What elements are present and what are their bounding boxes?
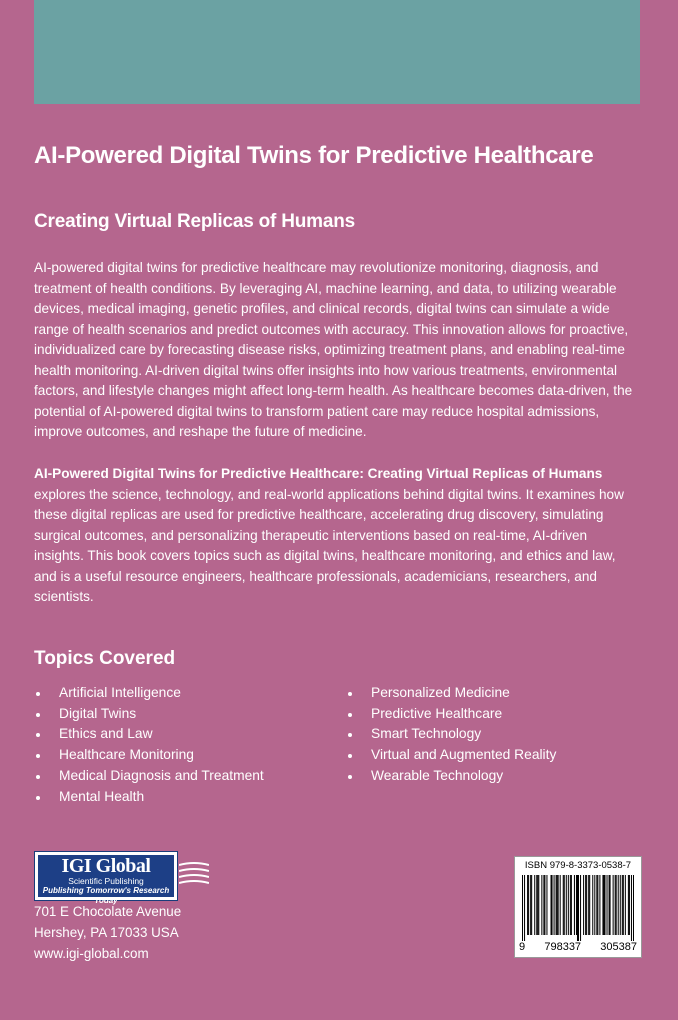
barcode-bar <box>609 875 610 935</box>
description-paragraph-1: AI-powered digital twins for predictive healthcare may revolutionize monitoring, diagnosis, and treatment of health conditions. By leveraging AI, machine learning, and data, to utilizing wearable devices, medical imaging, genetic profiles, and clinical records, digital twins can simulate a wide range of health scenarios and predict outcomes with accuracy. This innovation allows for proactive, individualized care by forecasting disease risks, optimizing treatment plans, and enabling real-time health monitoring. AI-driven digital twins offer insights into how various treatments, environmental factors, and lifestyle changes might affect long-term health. As healthcare becomes data-driven, the potential of AI-powered digital twins to transform patient care may reduce hospital admissions, improve outcomes, and reshape the future of medicine. <box>34 260 633 439</box>
barcode-digits <box>515 941 641 954</box>
barcode-bar <box>631 875 632 941</box>
barcode-bar <box>596 875 597 935</box>
topic-item: Smart Technology <box>346 724 556 745</box>
topic-item: Predictive Healthcare <box>346 704 556 725</box>
isbn-barcode <box>514 856 642 958</box>
barcode-bar <box>620 875 621 935</box>
logo-name: IGI Global <box>61 855 151 877</box>
barcode-bar <box>530 875 531 935</box>
barcode-bar <box>524 875 525 941</box>
barcode-bar <box>571 875 572 935</box>
book-title-inline: AI-Powered Digital Twins for Predictive Healthcare: Creating Virtual Replicas of Humans <box>34 466 603 481</box>
barcode-bar <box>552 875 553 935</box>
barcode-bar <box>610 875 611 935</box>
logo-tagline-2: Publishing Tomorrow's Research Today <box>42 886 170 905</box>
barcode-bar <box>616 875 617 935</box>
barcode-bar <box>543 875 544 935</box>
publisher-website[interactable]: www.igi-global.com <box>34 946 149 961</box>
barcode-bar <box>528 875 529 935</box>
barcode-bar <box>563 875 564 935</box>
barcode-right-group: 305387 <box>600 941 637 953</box>
barcode-bar <box>560 875 561 935</box>
barcode-bar <box>589 875 590 935</box>
barcode-bar <box>551 875 552 935</box>
barcode-bar <box>578 875 579 941</box>
publisher-address-line-2: Hershey, PA 17033 USA <box>34 925 179 940</box>
topic-item: Personalized Medicine <box>346 683 556 704</box>
barcode-bar <box>576 875 577 935</box>
topics-heading: Topics Covered <box>34 648 176 669</box>
barcode-bar <box>592 875 593 935</box>
isbn-label: ISBN 979-8-3373-0538-7 <box>524 860 632 871</box>
barcode-bar <box>538 875 539 935</box>
barcode-bar <box>588 875 589 935</box>
barcode-bar <box>597 875 598 935</box>
book-subtitle: Creating Virtual Replicas of Humans <box>34 211 356 232</box>
barcode-bar <box>536 875 537 935</box>
topic-item: Artificial Intelligence <box>34 683 264 704</box>
barcode-bar <box>603 875 604 935</box>
barcode-bar <box>566 875 567 935</box>
barcode-bar <box>585 875 586 935</box>
barcode-bar <box>622 875 623 935</box>
barcode-bar <box>546 875 547 935</box>
barcode-bar <box>522 875 523 941</box>
barcode-bar <box>558 875 559 935</box>
barcode-bar <box>607 875 608 935</box>
topic-item: Ethics and Law <box>34 724 264 745</box>
barcode-bar <box>623 875 624 935</box>
barcode-bar <box>556 875 557 935</box>
topic-item: Digital Twins <box>34 704 264 725</box>
barcode-bar <box>580 875 581 941</box>
barcode-icon <box>522 875 634 941</box>
barcode-bar <box>534 875 535 935</box>
barcode-bar <box>625 875 626 935</box>
barcode-bar <box>586 875 587 935</box>
description-paragraph-2-text: explores the science, technology, and real-world applications behind digital twins. It examines how these digital replicas are used for predictive healthcare, accelerating drug discovery, simulating surgical outcomes, and personalizing therapeutic interventions based on real-time, AI-driven insights. This book covers topics such as digital twins, healthcare monitoring, and ethics and law, and is a useful resource engineers, healthcare professionals, academicians, researchers, and scientists. <box>34 486 624 604</box>
topics-list-left <box>34 683 264 807</box>
logo-inner <box>38 855 174 905</box>
book-title: AI-Powered Digital Twins for Predictive Healthcare <box>34 142 594 169</box>
barcode-bar <box>531 875 532 935</box>
publisher-address-line-1: 701 E Chocolate Avenue <box>34 904 182 919</box>
logo-tagline-1: Scientific Publishing <box>68 876 144 886</box>
barcode-bar <box>554 875 555 935</box>
logo-stripes-icon <box>179 861 209 889</box>
barcode-bar <box>527 875 528 935</box>
top-color-band <box>34 0 640 104</box>
barcode-bar <box>577 875 578 941</box>
topic-item: Medical Diagnosis and Treatment <box>34 766 264 787</box>
barcode-bar <box>602 875 603 935</box>
description-paragraph-2 <box>34 464 640 608</box>
barcode-bar <box>537 875 538 935</box>
barcode-bar <box>599 875 600 935</box>
barcode-bar <box>564 875 565 935</box>
topic-item: Healthcare Monitoring <box>34 745 264 766</box>
barcode-left-group: 798337 <box>544 941 582 953</box>
barcode-bar <box>570 875 571 935</box>
barcode-bar <box>633 875 634 941</box>
barcode-bar <box>574 875 575 935</box>
barcode-first-digit: 9 <box>519 941 526 953</box>
barcode-bar <box>613 875 614 935</box>
barcode-bar <box>568 875 569 935</box>
barcode-bar <box>594 875 595 935</box>
topics-list-right <box>346 683 556 787</box>
topic-item: Virtual and Augmented Reality <box>346 745 556 766</box>
barcode-bar <box>557 875 558 935</box>
barcode-bar <box>615 875 616 935</box>
logo-box <box>34 851 178 905</box>
barcode-bar <box>544 875 545 935</box>
barcode-bar <box>583 875 584 935</box>
topic-item: Wearable Technology <box>346 766 556 787</box>
barcode-bar <box>628 875 629 935</box>
publisher-logo <box>34 851 210 903</box>
barcode-bar <box>604 875 605 935</box>
barcode-bar <box>629 875 630 935</box>
barcode-bar <box>618 875 619 935</box>
barcode-bar <box>541 875 542 935</box>
topic-item: Mental Health <box>34 787 264 808</box>
